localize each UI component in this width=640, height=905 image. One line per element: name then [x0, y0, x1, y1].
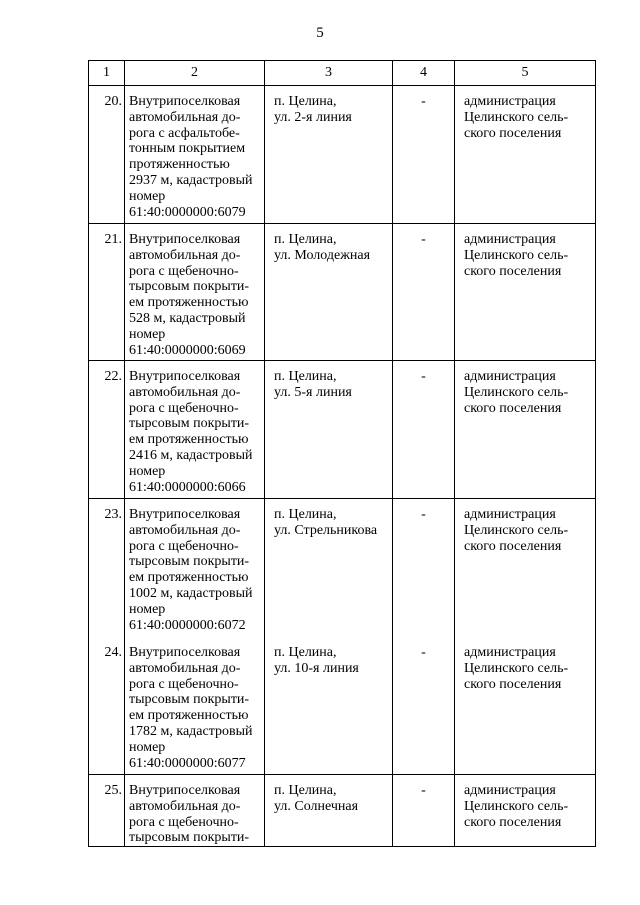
table-row [89, 637, 596, 775]
table-row [89, 361, 596, 499]
column-header-3: 3 [265, 61, 393, 86]
column-4-value: - [393, 361, 455, 499]
owner-organization: администрация Целинского сель- ского поселения [455, 637, 596, 775]
table-header-row [89, 61, 596, 86]
owner-organization: администрация Целинского сель- ского поселения [455, 224, 596, 361]
road-description: Внутрипоселковая автомобильная до- рога с асфальтобе- тонным покрытием протяженностью 2937 м, кадастровый номер 61:40:0000000:6079 [125, 86, 265, 224]
table-row [89, 224, 596, 361]
row-number: 22. [89, 361, 125, 499]
road-address: п. Целина, ул. 2-я линия [265, 86, 393, 224]
row-number: 21. [89, 224, 125, 361]
owner-organization: администрация Целинского сель- ского поселения [455, 86, 596, 224]
column-header-5: 5 [455, 61, 596, 86]
column-4-value: - [393, 224, 455, 361]
owner-organization: администрация Целинского сель- ского поселения [455, 499, 596, 637]
road-description: Внутрипоселковая автомобильная до- рога с щебеночно- тырсовым покрыти- ем протяженностью 2416 м, кадастровый номер 61:40:0000000:6066 [125, 361, 265, 499]
road-address: п. Целина, ул. Молодежная [265, 224, 393, 361]
column-4-value: - [393, 775, 455, 847]
road-description: Внутрипоселковая автомобильная до- рога с щебеночно- тырсовым покрыти- ем протяженностью 1782 м, кадастровый номер 61:40:0000000:6077 [125, 637, 265, 775]
row-number: 23. [89, 499, 125, 637]
table-row [89, 499, 596, 637]
row-number: 24. [89, 637, 125, 775]
road-address: п. Целина, ул. 5-я линия [265, 361, 393, 499]
column-4-value: - [393, 86, 455, 224]
table-row [89, 775, 596, 847]
road-address: п. Целина, ул. 10-я линия [265, 637, 393, 775]
road-address: п. Целина, ул. Солнечная [265, 775, 393, 847]
column-4-value: - [393, 637, 455, 775]
row-number: 20. [89, 86, 125, 224]
owner-organization: администрация Целинского сель- ского поселения [455, 775, 596, 847]
column-header-2: 2 [125, 61, 265, 86]
road-description: Внутрипоселковая автомобильная до- рога с щебеночно- тырсовым покрыти- [125, 775, 265, 847]
owner-organization: администрация Целинского сель- ского поселения [455, 361, 596, 499]
registry-table [88, 60, 596, 847]
column-4-value: - [393, 499, 455, 637]
road-description: Внутрипоселковая автомобильная до- рога с щебеночно- тырсовым покрыти- ем протяженностью 528 м, кадастровый номер 61:40:0000000:6069 [125, 224, 265, 361]
table-row [89, 86, 596, 224]
road-address: п. Целина, ул. Стрельникова [265, 499, 393, 637]
column-header-4: 4 [393, 61, 455, 86]
road-description: Внутрипоселковая автомобильная до- рога с щебеночно- тырсовым покрыти- ем протяженностью 1002 м, кадастровый номер 61:40:0000000:6072 [125, 499, 265, 637]
row-number: 25. [89, 775, 125, 847]
column-header-1: 1 [89, 61, 125, 86]
page-number: 5 [316, 25, 324, 41]
